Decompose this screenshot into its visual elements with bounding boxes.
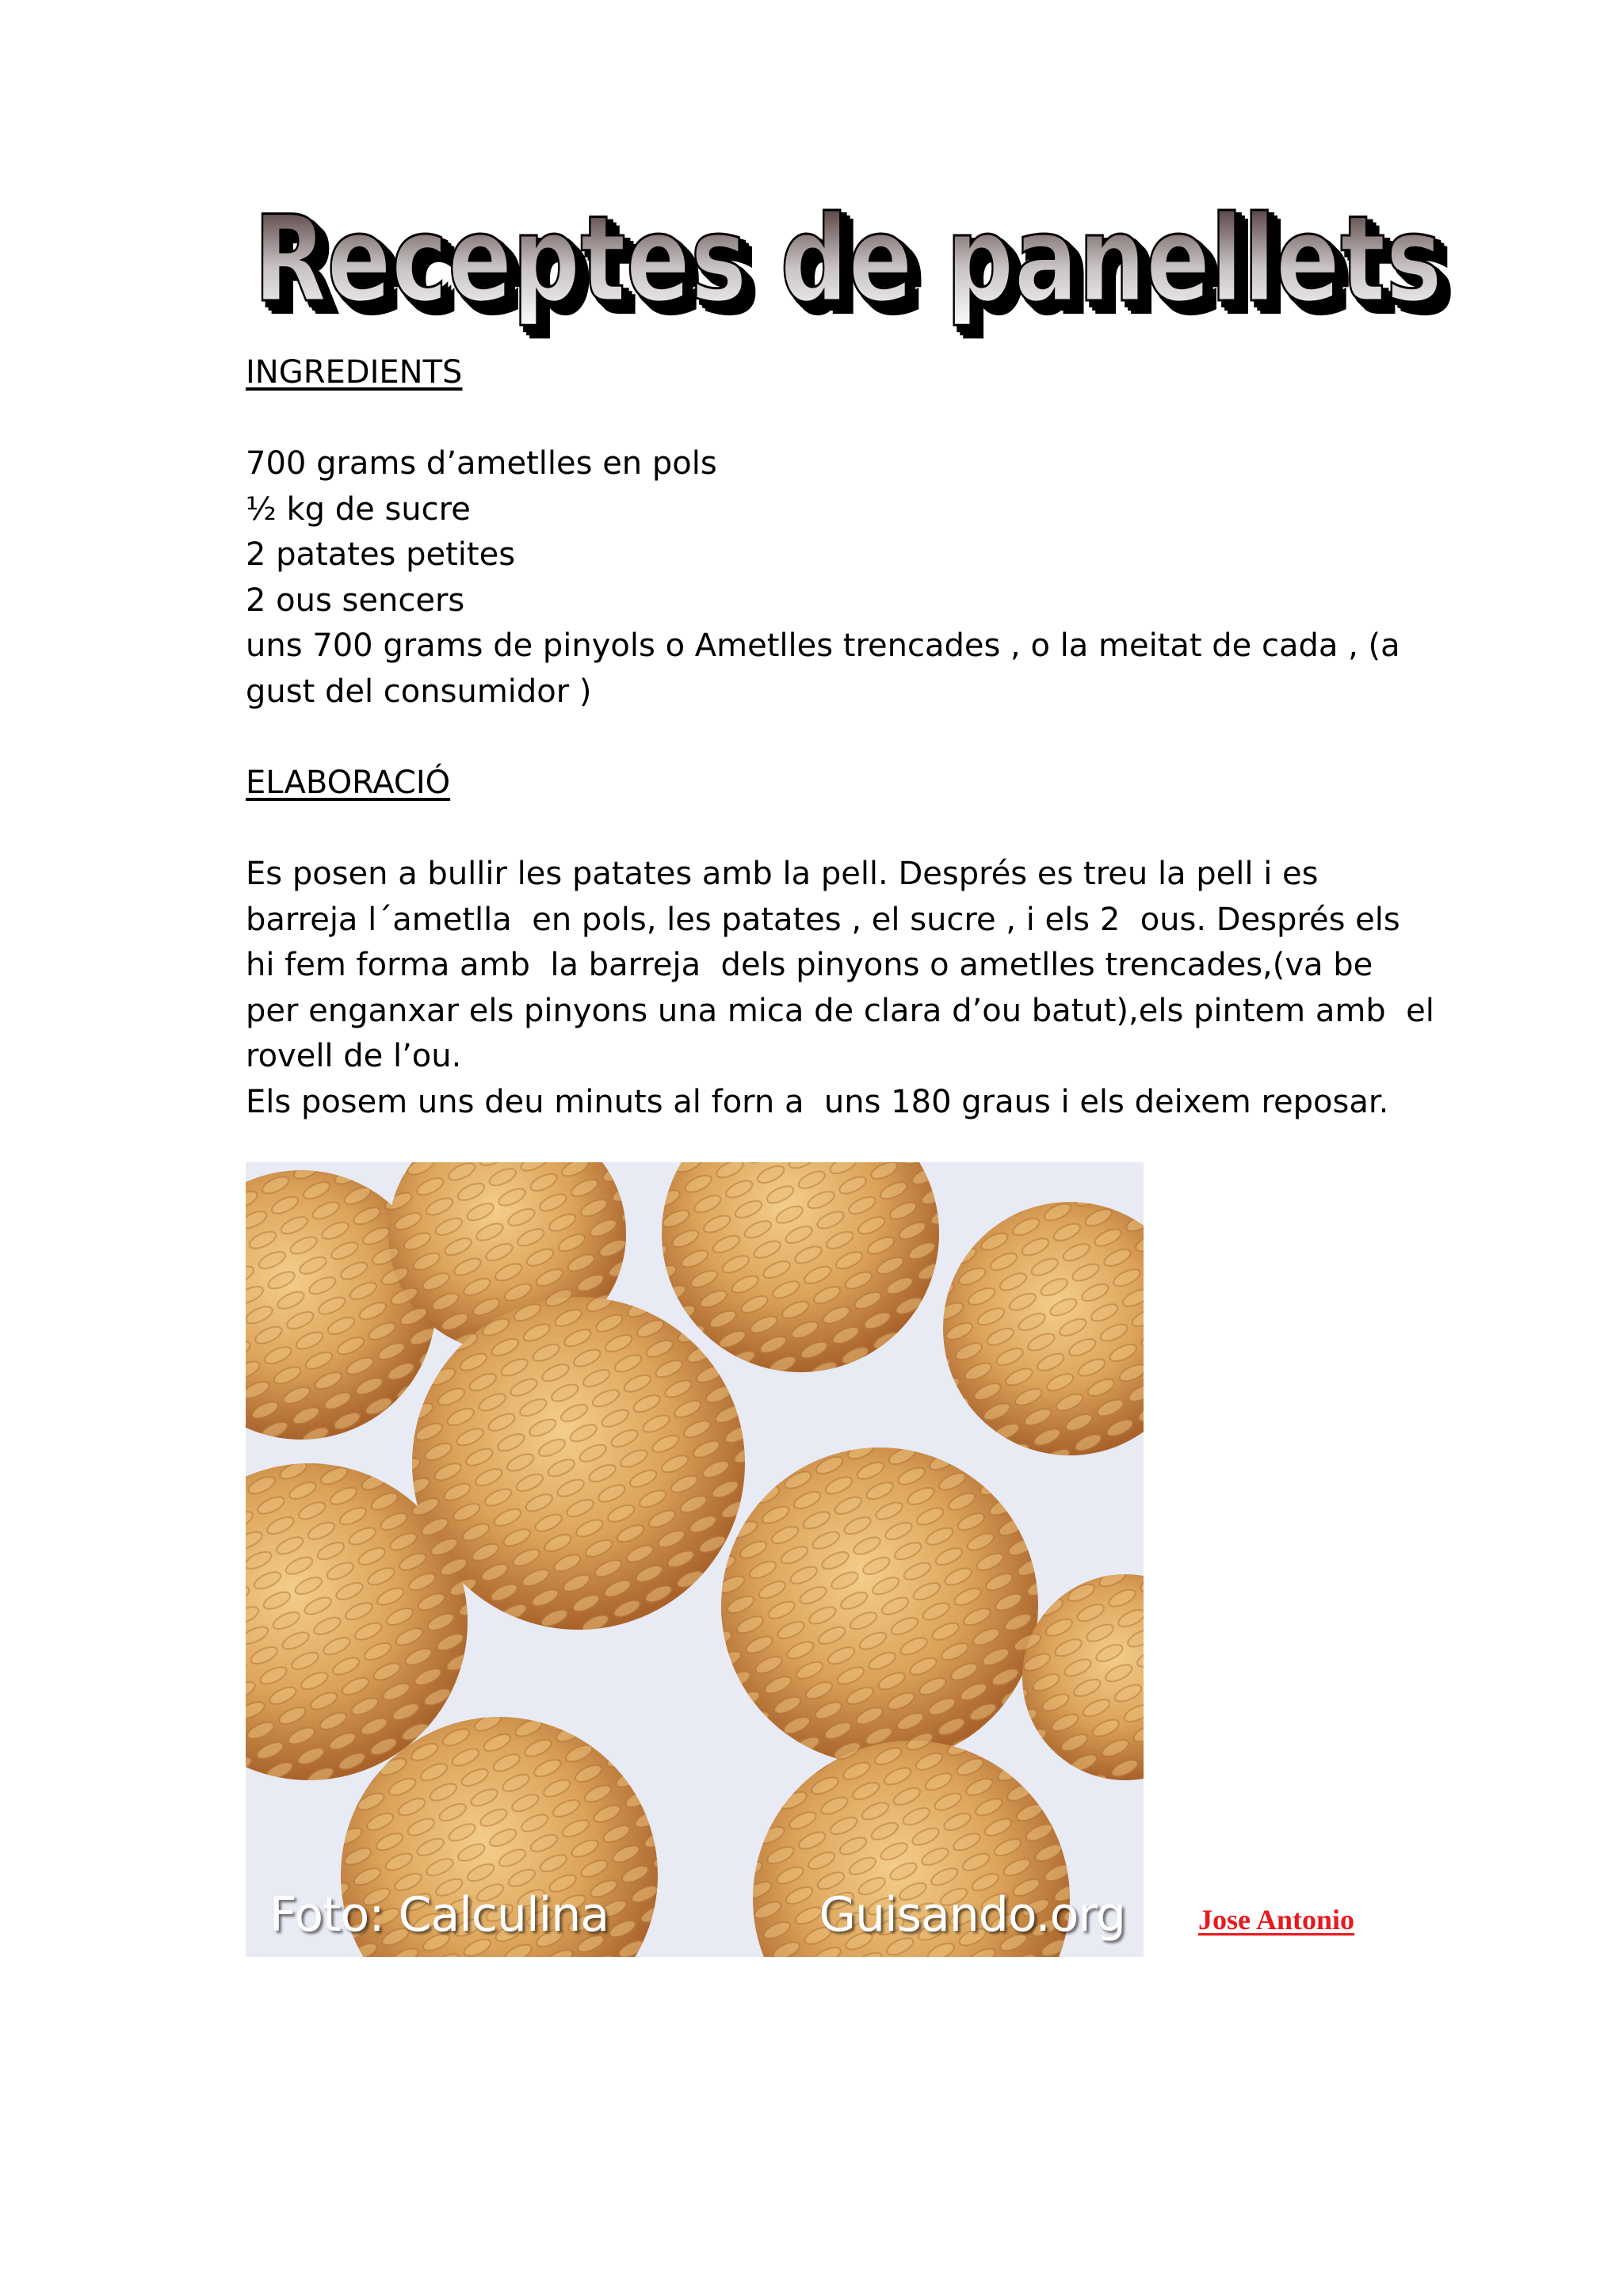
panellets-photo: [246, 1162, 1144, 1957]
title-extrusion-3: Receptes de panellets: [258, 196, 1447, 334]
elaboration-line: rovell de l’ou.: [246, 1038, 462, 1074]
panellets-illustration: [246, 1162, 1144, 1957]
elaboration-heading: ELABORACIÓ: [246, 765, 451, 801]
ingredients-heading: INGREDIENTS: [246, 354, 463, 391]
elaboration-line: Es posen a bullir les patates amb la pell. Després es treu la pell i es: [246, 856, 1319, 892]
elaboration-line: barreja l´ametlla en pols, les patates , el sucre , i els 2 ous. Després els: [246, 901, 1400, 938]
ingredients-list: [246, 441, 1400, 715]
ingredient-line: 2 ous sencers: [246, 582, 465, 619]
elaboration-line: hi fem forma amb la barreja dels pinyons o ametlles trencades,(va be: [246, 947, 1373, 983]
title-extrusion-2: Receptes de panellets: [262, 199, 1450, 337]
elaboration-text: [246, 852, 1434, 1125]
photo-credit: Foto: Calculina: [269, 1887, 609, 1943]
wordart-title-graphic: [254, 170, 1474, 360]
elaboration-line: per enganxar els pinyons una mica de clara d’ou batut),els pintem amb el: [246, 992, 1434, 1029]
wordart-title: [254, 170, 1474, 360]
photo-caption: [269, 1887, 1125, 1943]
photo-source: Guisando.org: [819, 1887, 1125, 1943]
title-extrusion-1: Receptes de panellets: [265, 202, 1453, 340]
ingredient-line: uns 700 grams de pinyols o Ametlles trencades , o la meitat de cada , (a: [246, 627, 1400, 664]
ingredient-line: 2 patates petites: [246, 536, 516, 573]
elaboration-line: Els posem uns deu minuts al forn a uns 180 graus i els deixem reposar.: [246, 1083, 1389, 1120]
author-link[interactable]: Jose Antonio: [1198, 1904, 1355, 1936]
ingredient-line: ½ kg de sucre: [246, 490, 471, 528]
ingredient-line: gust del consumidor ): [246, 673, 592, 710]
title-face: Receptes de panellets: [254, 191, 1442, 329]
ingredient-line: 700 grams d’ametlles en pols: [246, 445, 717, 482]
